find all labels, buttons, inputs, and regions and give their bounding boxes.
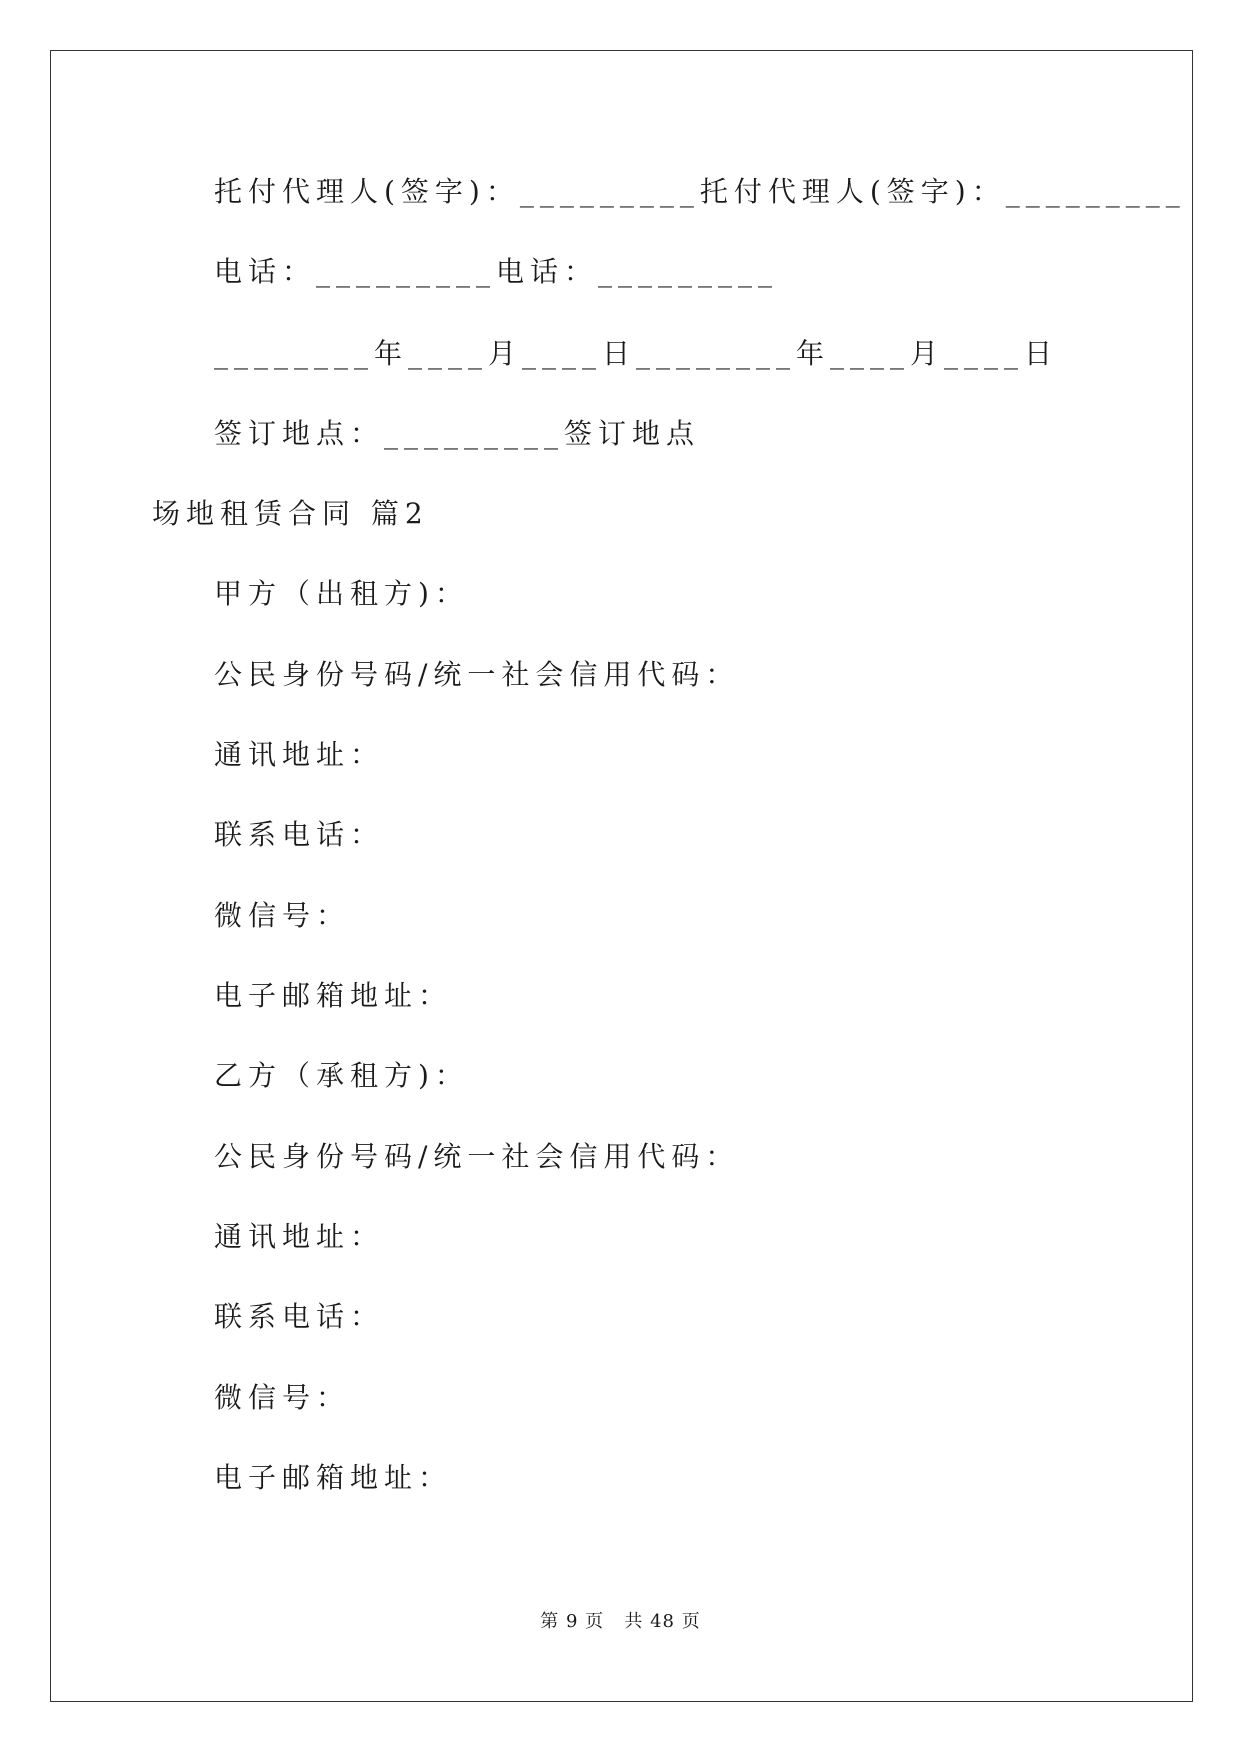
party-b-wechat-label: 微信号： [214,1381,351,1414]
party-b-address-label: 通讯地址： [214,1220,385,1253]
phone-line: 电话：_________电话：_________ [214,255,779,288]
page-number-footer: 第 9 页 共 48 页 [540,1611,701,1632]
party-a-id-label: 公民身份号码/统一社会信用代码： [214,658,740,691]
party-a-address-label: 通讯地址： [214,738,385,771]
date-line: ________年____月____日________年____月____日 [214,337,1059,370]
signing-place-line: 签订地点：_________签订地点 [214,417,701,450]
section-title: 场地租赁合同 篇2 [152,497,429,530]
party-b-email-label: 电子邮箱地址： [214,1461,453,1494]
party-b-heading: 乙方（承租方)： [214,1059,469,1092]
party-a-wechat-label: 微信号： [214,899,351,932]
agent-signature-line: 托付代理人(签字)：_________托付代理人(签字)：_________ [214,175,1186,208]
party-a-phone-label: 联系电话： [214,818,385,851]
party-b-phone-label: 联系电话： [214,1300,385,1333]
party-a-heading: 甲方（出租方)： [214,577,469,610]
page-border [50,50,1193,1702]
party-a-email-label: 电子邮箱地址： [214,979,453,1012]
party-b-id-label: 公民身份号码/统一社会信用代码： [214,1140,740,1173]
